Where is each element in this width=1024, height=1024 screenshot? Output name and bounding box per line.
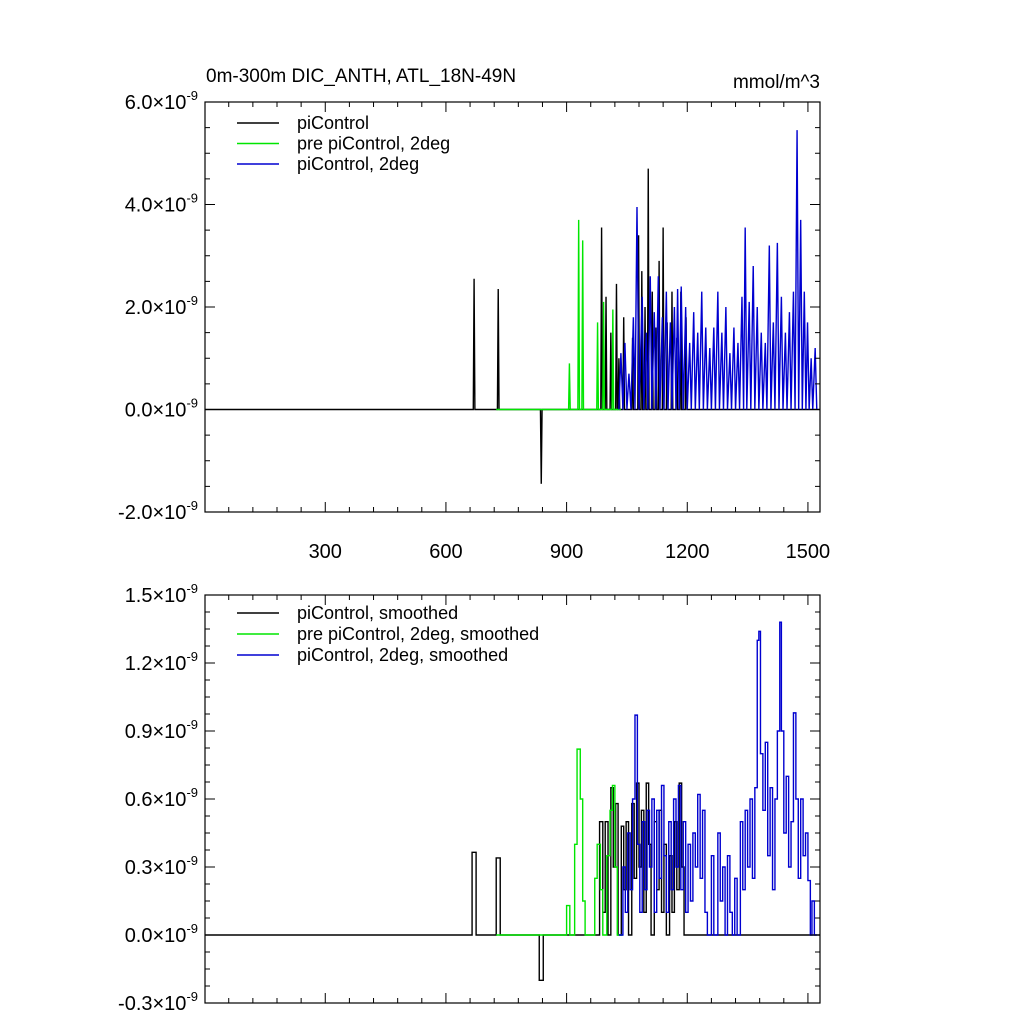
times-sign: ×10 (152, 585, 187, 607)
y-tick-mantissa: 0.9 (124, 721, 153, 743)
y-tick-label (125, 581, 198, 607)
y-tick-exponent: -9 (186, 498, 198, 513)
times-sign: ×10 (152, 399, 187, 422)
y-tick-label (125, 191, 198, 217)
y-tick-label (118, 498, 198, 524)
x-tick-label: 900 (549, 541, 584, 563)
chart-title: 0m-300m DIC_ANTH, ATL_18N-49N (206, 66, 517, 87)
y-tick-exponent: -9 (186, 989, 198, 1004)
x-tick-label: 300 (308, 541, 342, 563)
y-tick-exponent: -9 (186, 649, 198, 664)
y-tick-mantissa: 1.5 (124, 585, 153, 607)
legend-label: piControl, smoothed (297, 603, 459, 623)
times-sign: ×10 (152, 502, 187, 524)
y-tick-label (118, 989, 198, 1015)
series-line-1 (496, 749, 623, 935)
y-tick-exponent: -9 (186, 190, 198, 206)
bottom-panel (118, 581, 820, 1015)
times-sign: ×10 (152, 789, 187, 811)
y-tick-label (125, 88, 198, 114)
top-panel (118, 66, 830, 563)
y-tick-mantissa: 4.0 (124, 194, 153, 217)
legend-label: pre piControl, 2deg, smoothed (297, 624, 540, 644)
y-tick-mantissa: -0.3 (118, 993, 153, 1015)
y-tick-mantissa: 0.3 (124, 857, 153, 879)
y-tick-label (125, 396, 198, 422)
y-tick-exponent: -9 (186, 88, 198, 103)
times-sign: ×10 (152, 857, 187, 879)
y-tick-mantissa: 0.0 (124, 925, 153, 947)
times-sign: ×10 (152, 653, 187, 675)
x-tick-label: 1500 (785, 541, 831, 563)
y-tick-exponent: -9 (186, 853, 198, 868)
times-sign: ×10 (152, 721, 187, 743)
legend-label: pre piControl, 2deg (297, 133, 451, 154)
y-tick-label (125, 785, 198, 811)
y-tick-exponent: -9 (186, 293, 198, 308)
y-tick-mantissa: -2.0 (118, 502, 153, 524)
y-tick-label (125, 293, 198, 319)
series-line-2 (619, 622, 817, 935)
times-sign: ×10 (152, 993, 187, 1015)
times-sign: ×10 (152, 925, 187, 947)
series-line-0 (205, 169, 820, 484)
legend-label: piControl, 2deg (297, 154, 420, 174)
x-tick-label: 1200 (665, 541, 710, 563)
y-tick-exponent: -9 (186, 581, 198, 596)
y-tick-mantissa: 1.2 (124, 653, 153, 675)
units-label: mmol/m^3 (732, 72, 820, 93)
legend-label: piControl (297, 113, 370, 133)
y-tick-label (125, 649, 198, 675)
times-sign: ×10 (152, 297, 187, 319)
y-tick-mantissa: 6.0 (124, 92, 153, 114)
y-tick-label (125, 853, 198, 879)
times-sign: ×10 (152, 92, 187, 114)
legend-label: piControl, 2deg, smoothed (297, 645, 509, 665)
y-tick-mantissa: 0.0 (124, 399, 153, 422)
y-tick-label (125, 921, 198, 947)
y-tick-exponent: -9 (186, 395, 198, 411)
y-tick-exponent: -9 (186, 717, 198, 732)
x-tick-label: 600 (429, 541, 463, 563)
y-tick-exponent: -9 (186, 921, 198, 936)
y-tick-exponent: -9 (186, 785, 198, 800)
y-tick-mantissa: 0.6 (124, 789, 153, 811)
y-tick-label (125, 717, 198, 743)
y-tick-mantissa: 2.0 (124, 297, 153, 319)
times-sign: ×10 (152, 194, 187, 217)
